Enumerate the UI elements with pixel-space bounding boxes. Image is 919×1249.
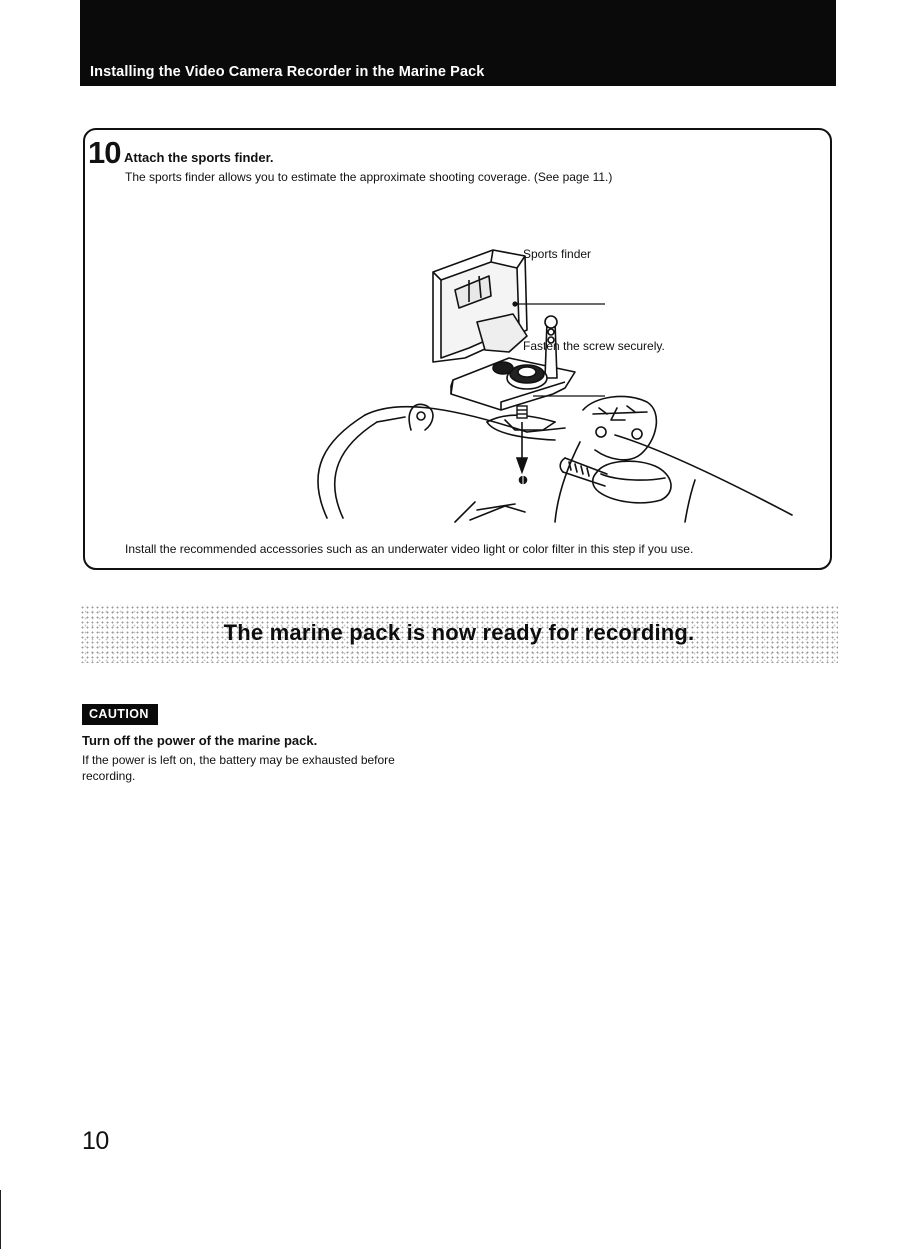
step-title: Attach the sports finder.: [124, 150, 274, 165]
callout-fasten-screw: Fasten the screw securely.: [523, 339, 665, 353]
ready-banner-text: The marine pack is now ready for recording.: [223, 620, 695, 645]
section-title: Installing the Video Camera Recorder in the Marine Pack: [90, 64, 485, 80]
step-note: Install the recommended accessories such as an underwater video light or color filter in this step if you use.: [125, 542, 694, 556]
step-box: [83, 128, 832, 570]
callout-sports-finder: Sports finder: [523, 247, 592, 261]
header-bar: [80, 0, 836, 86]
caution-text: If the power is left on, the battery may be exhausted before recording.: [82, 753, 395, 783]
caution-heading: Turn off the power of the marine pack.: [82, 733, 318, 748]
page-number: 10: [82, 1127, 109, 1155]
ready-banner: [80, 605, 838, 663]
step-number: 10: [88, 135, 121, 170]
step-description: The sports finder allows you to estimate the approximate shooting coverage. (See page 11.): [125, 170, 613, 184]
caution-badge: CAUTION: [82, 704, 158, 725]
page-edge-mark: [0, 1190, 1, 1249]
